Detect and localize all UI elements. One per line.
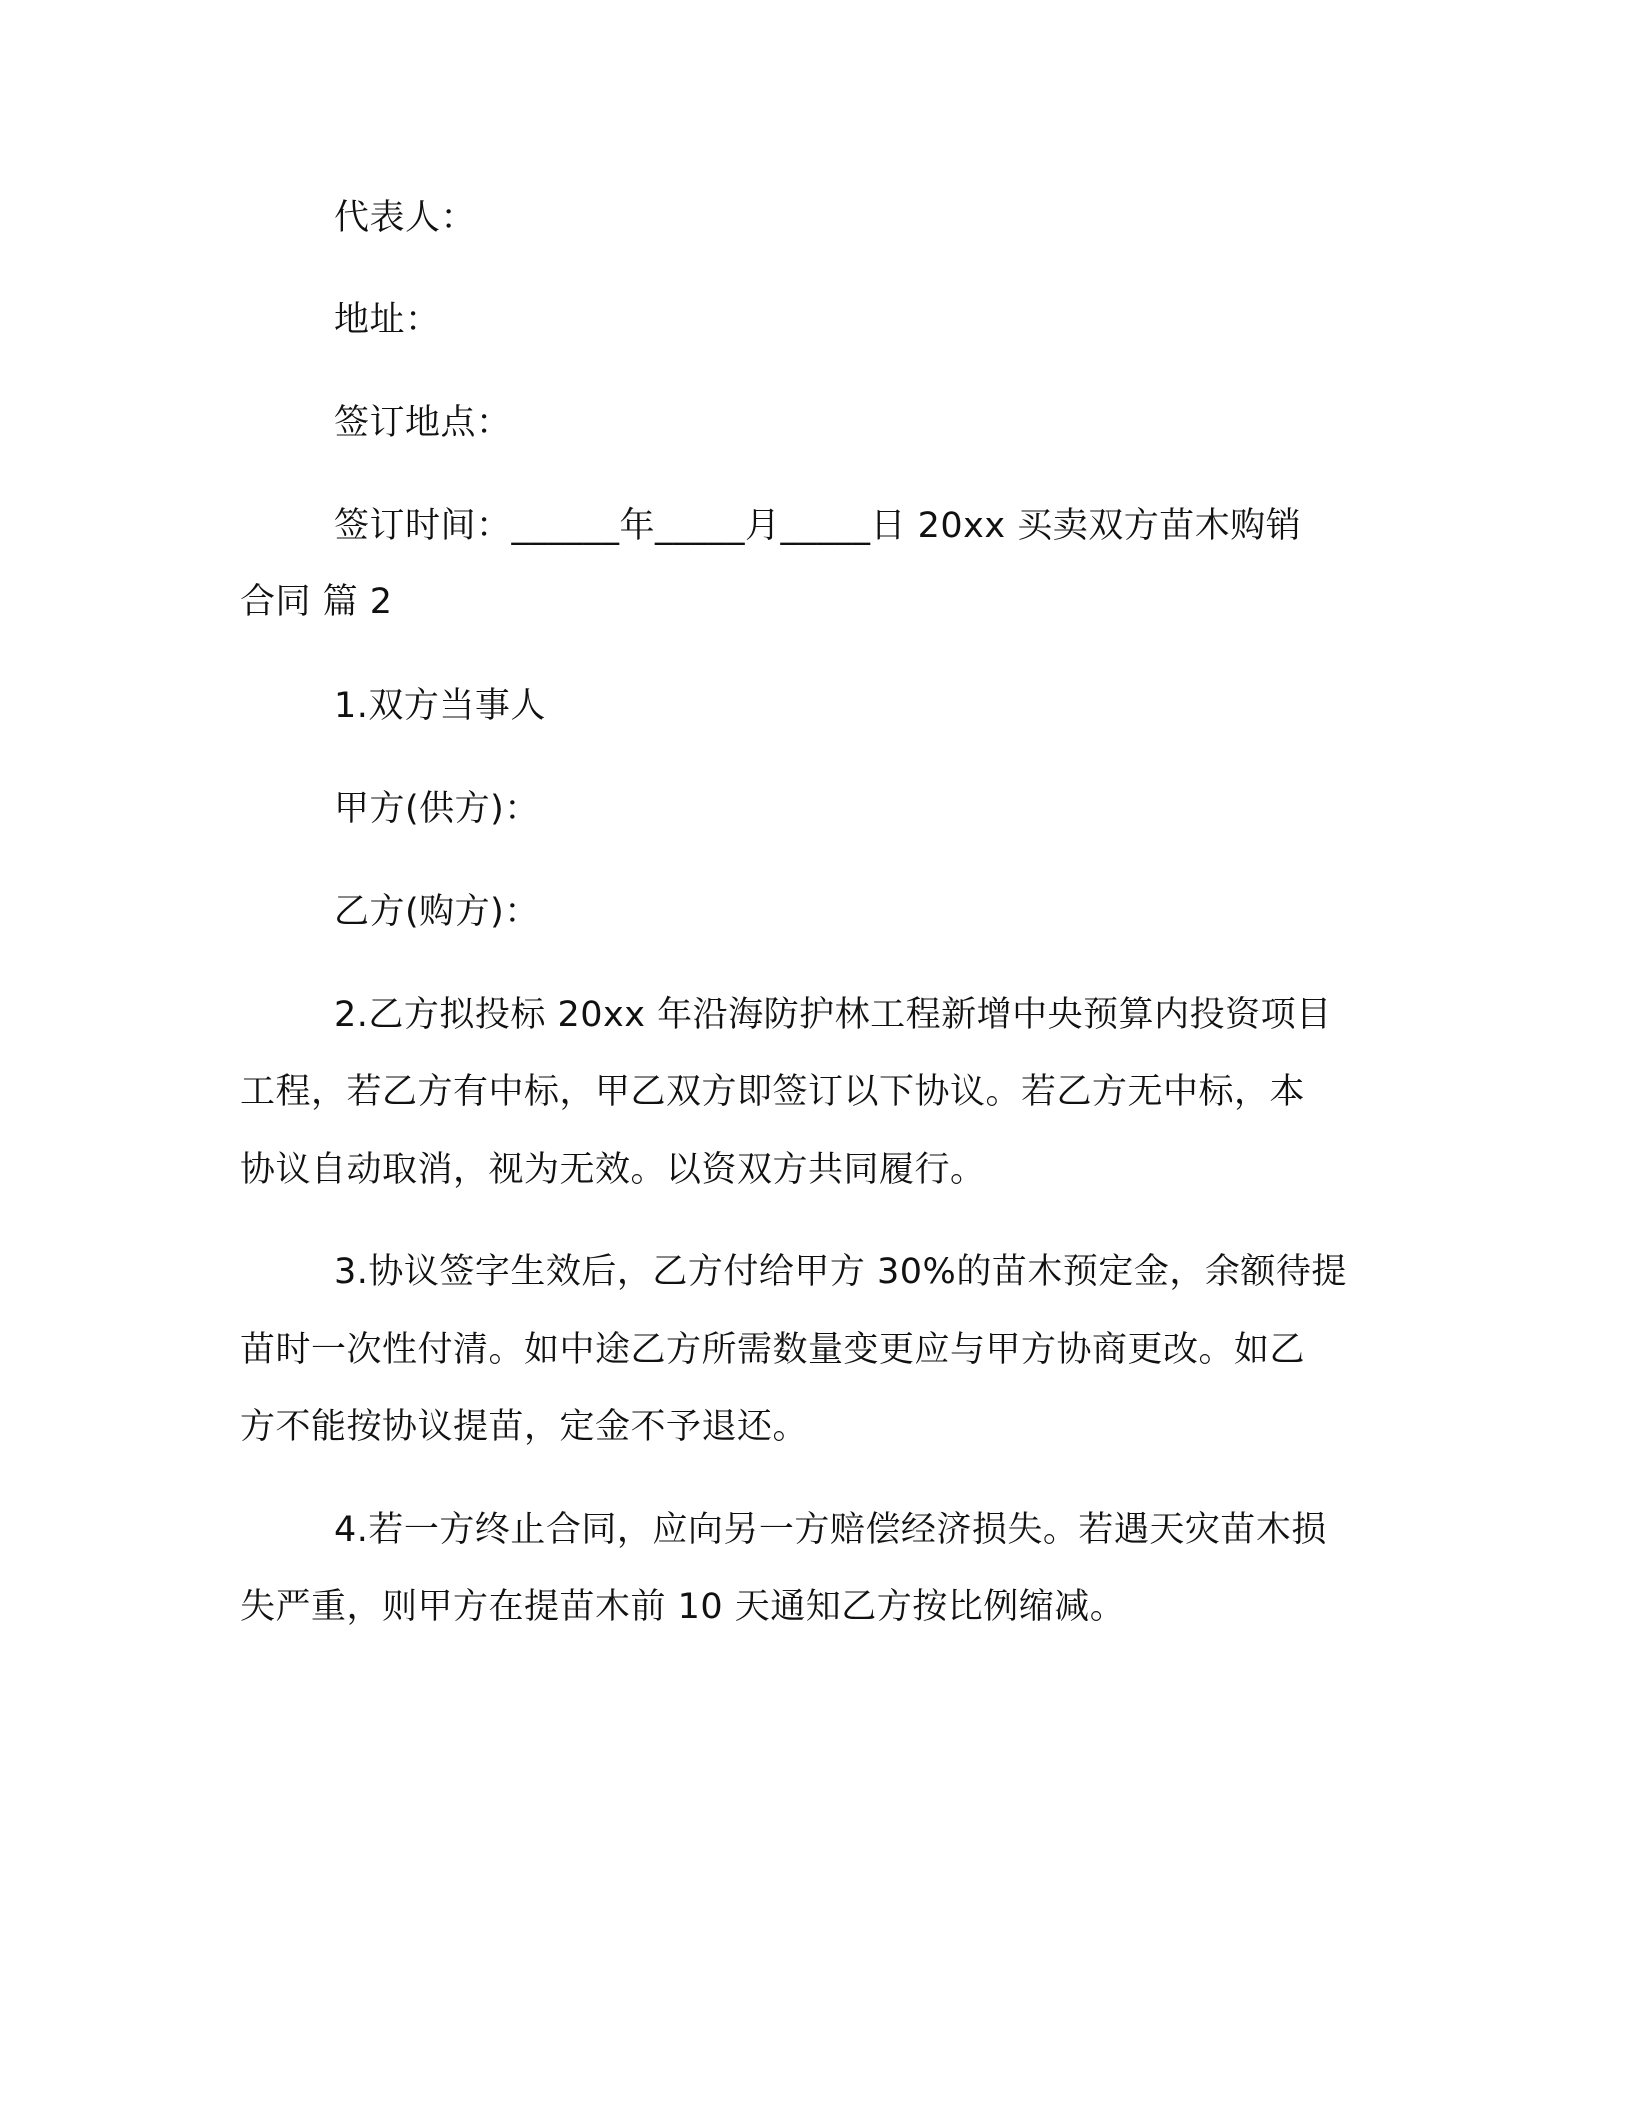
signing-time-line: 签订时间：______年_____月_____日 20xx 买卖双方苗木购销 [334, 506, 1302, 546]
clause-4-line-2: 失严重，则甲方在提苗木前 10 天通知乙方按比例缩减。 [240, 1587, 1126, 1627]
clause-2-line-1: 2.乙方拟投标 20xx 年沿海防护林工程新增中央预算内投资项目 [334, 995, 1332, 1035]
clause-2-line-2: 工程，若乙方有中标，甲乙双方即签订以下协议。若乙方无中标，本 [240, 1072, 1306, 1112]
address-label: 地址： [334, 300, 441, 340]
representative-label: 代表人： [334, 198, 477, 238]
clause-2-line-3: 协议自动取消，视为无效。以资双方共同履行。 [240, 1150, 986, 1190]
party-b-label: 乙方(购方)： [334, 892, 540, 932]
clause-3-line-1: 3.协议签字生效后，乙方付给甲方 30%的苗木预定金，余额待提 [334, 1252, 1347, 1292]
clause-4-line-1: 4.若一方终止合同，应向另一方赔偿经济损失。若遇天灾苗木损 [334, 1510, 1327, 1550]
party-a-label: 甲方(供方)： [334, 789, 540, 829]
clause-3-line-2: 苗时一次性付清。如中途乙方所需数量变更应与甲方协商更改。如乙 [240, 1330, 1306, 1370]
contract-section-title: 合同 篇 2 [240, 582, 393, 622]
signing-place-label: 签订地点： [334, 403, 512, 443]
clause-1-heading: 1.双方当事人 [334, 686, 546, 726]
clause-3-line-3: 方不能按协议提苗，定金不予退还。 [240, 1407, 809, 1447]
